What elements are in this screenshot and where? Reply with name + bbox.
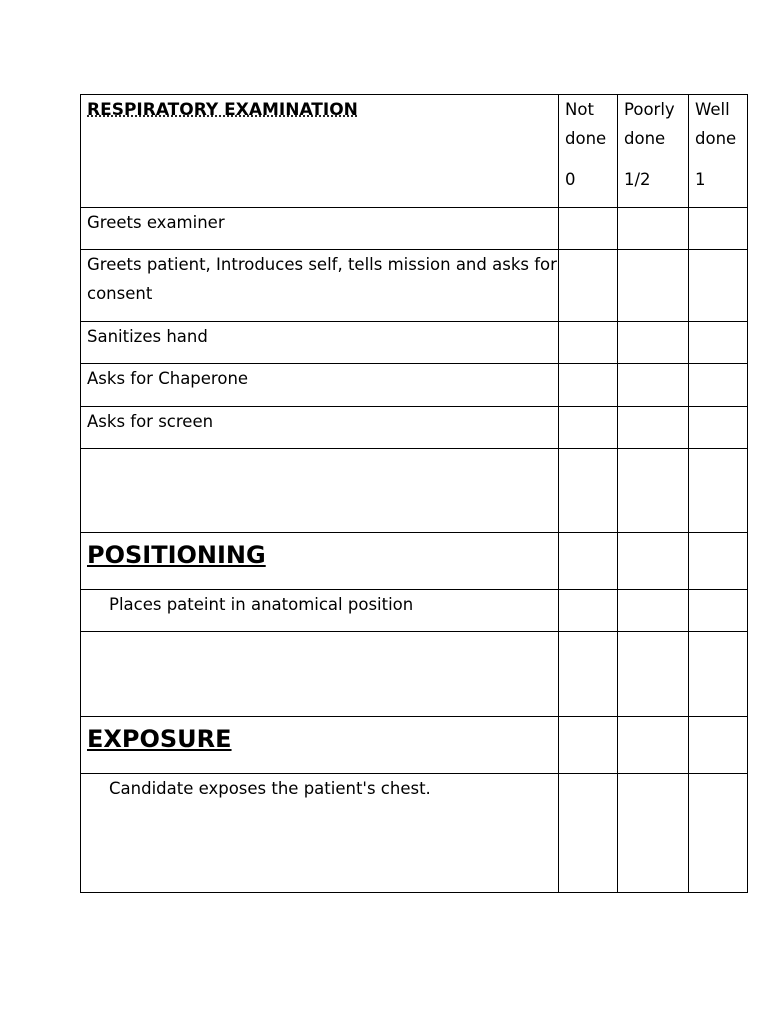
score-cell-well-done[interactable] (689, 449, 748, 533)
header-row (81, 95, 748, 208)
score-cell-not-done[interactable] (559, 590, 618, 632)
column-label-not-done-line1: Not (565, 100, 594, 119)
section-heading-row (81, 717, 748, 774)
task-cell: Asks for Chaperone (81, 364, 559, 407)
column-label-not-done (565, 95, 617, 153)
task-cell (81, 774, 559, 893)
table-row (81, 208, 748, 250)
score-cell-well-done[interactable] (689, 632, 748, 717)
score-cell-poorly-done[interactable] (618, 590, 689, 632)
task-cell: Sanitizes hand (81, 322, 559, 364)
score-cell-not-done (559, 533, 618, 590)
column-label-not-done-line2: done (565, 129, 607, 148)
table-row-blank (81, 449, 748, 533)
column-label-well-done-line1: Well (695, 100, 730, 119)
section-heading-cell (81, 717, 559, 774)
score-cell-not-done[interactable] (559, 407, 618, 449)
section-heading-row (81, 533, 748, 590)
score-cell-well-done (689, 533, 748, 590)
table-row (81, 250, 748, 322)
score-cell-not-done[interactable] (559, 449, 618, 533)
task-text: Places pateint in anatomical position (109, 595, 414, 614)
table-row (81, 774, 748, 893)
section-heading-exposure: EXPOSURE (87, 725, 232, 753)
task-cell (81, 449, 559, 533)
score-cell-well-done[interactable] (689, 774, 748, 893)
examination-checklist-table (80, 94, 748, 893)
score-cell-poorly-done[interactable] (618, 632, 689, 717)
task-cell: Greets patient, Introduces self, tells mission and asks for consent (81, 250, 559, 322)
table-row (81, 407, 748, 449)
score-cell-not-done[interactable] (559, 632, 618, 717)
task-cell: Asks for screen (81, 407, 559, 449)
header-well-done-cell (689, 95, 748, 208)
task-text: Candidate exposes the patient's chest. (109, 779, 431, 798)
score-cell-poorly-done[interactable] (618, 322, 689, 364)
header-poorly-done-cell (618, 95, 689, 208)
score-cell-not-done[interactable] (559, 322, 618, 364)
score-cell-well-done[interactable] (689, 208, 748, 250)
section-heading-positioning: POSITIONING (87, 541, 266, 569)
score-cell-well-done[interactable] (689, 322, 748, 364)
table-row (81, 590, 748, 632)
checklist-title: RESPIRATORY EXAMINATION (87, 100, 358, 120)
score-cell-not-done[interactable] (559, 364, 618, 407)
score-cell-well-done[interactable] (689, 590, 748, 632)
score-cell-not-done[interactable] (559, 250, 618, 322)
table-row (81, 322, 748, 364)
score-cell-not-done[interactable] (559, 208, 618, 250)
score-cell-poorly-done[interactable] (618, 449, 689, 533)
column-label-well-done (695, 95, 747, 153)
score-cell-well-done (689, 717, 748, 774)
score-cell-poorly-done[interactable] (618, 774, 689, 893)
column-score-poorly-done: 1/2 (624, 170, 651, 189)
table-row (81, 364, 748, 407)
score-cell-poorly-done[interactable] (618, 364, 689, 407)
score-cell-poorly-done (618, 533, 689, 590)
score-cell-poorly-done[interactable] (618, 407, 689, 449)
score-cell-poorly-done[interactable] (618, 208, 689, 250)
score-cell-well-done[interactable] (689, 407, 748, 449)
column-label-poorly-done (624, 95, 688, 153)
task-cell (81, 590, 559, 632)
score-cell-well-done[interactable] (689, 364, 748, 407)
column-label-poorly-done-line2: done (624, 129, 666, 148)
column-label-poorly-done-line1: Poorly (624, 100, 675, 119)
score-cell-well-done[interactable] (689, 250, 748, 322)
score-cell-poorly-done (618, 717, 689, 774)
score-cell-not-done (559, 717, 618, 774)
task-cell (81, 632, 559, 717)
header-title-cell (81, 95, 559, 208)
score-cell-poorly-done[interactable] (618, 250, 689, 322)
score-cell-not-done[interactable] (559, 774, 618, 893)
table-row-blank (81, 632, 748, 717)
column-score-well-done: 1 (695, 170, 706, 189)
column-label-well-done-line2: done (695, 129, 737, 148)
column-score-not-done: 0 (565, 170, 576, 189)
section-heading-cell (81, 533, 559, 590)
header-not-done-cell (559, 95, 618, 208)
task-cell: Greets examiner (81, 208, 559, 250)
